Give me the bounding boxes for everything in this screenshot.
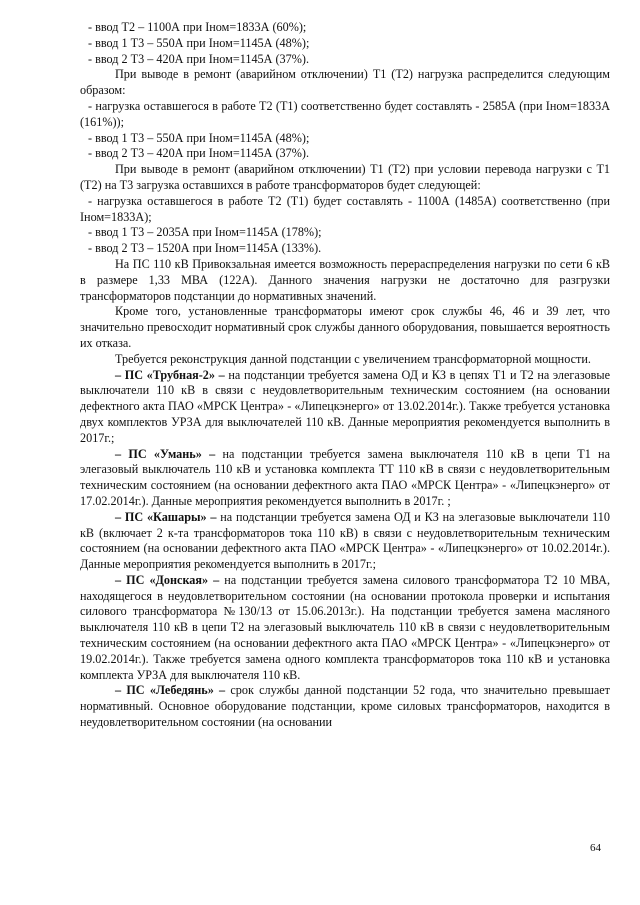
page-number: 64: [590, 842, 601, 854]
item-text: срок службы данной подстанции 52 года, что значительно превышает нормативный. Основное оборудование подстанции, кроме силовых трансформаторов, находится в неудовлетворительном состоянии (на основании: [80, 683, 610, 730]
paragraph: Требуется реконструкция данной подстанции с увеличением трансформаторной мощности.: [115, 351, 591, 366]
item-text: на подстанции требуется замена выключателя 110 кВ в цепи Т1 на элегазовый выключатель 110 кВ и установка комплекта ТТ 110 кВ в связи с неудовлетворительным техническим состоянием (на основании дефектного акта ПАО «МРСК Центра» - «Липецкэнерго» от 17.02.2014г.). Данные мероприятия рекомендуется выполнить в 2017г. ;: [80, 446, 610, 508]
item-text: на подстанции требуется замена ОД и КЗ в цепях Т1 и Т2 на элегазовые выключатели 110 кВ в связи с неудовлетворительным техническим состоянием (на основании дефектного акта ПАО «МРСК Центра» - «Липецкэнерго» от 13.02.2014г.). Также требуется установка двух комплектов УРЗА для выключателей 110 кВ. Данные мероприятия рекомендуется выполнить в 2017г.;: [80, 367, 611, 445]
list-line: - ввод 1 Т3 – 550А при Iном=1145А (48%);: [88, 130, 310, 145]
list-line: - нагрузка оставшегося в работе Т2 (Т1) соответственно будет составлять - 2585А (при Iном=1833А (161%));: [80, 98, 610, 129]
substation-item-uman: [80, 447, 610, 510]
list-line: - ввод 2 Т3 – 1520А при Iном=1145А (133%).: [88, 241, 322, 256]
paragraph: При выводе в ремонт (аварийном отключении) Т1 (Т2) при условии перевода нагрузки с Т1 (Т2) на Т3 загрузка оставшихся в работе трансформаторов будет следующей:: [80, 162, 610, 192]
paragraph: При выводе в ремонт (аварийном отключении) Т1 (Т2) нагрузка распределится следующим образом:: [80, 67, 610, 98]
list-line: - ввод 1 Т3 – 2035А при Iном=1145А (178%);: [88, 225, 322, 240]
item-text: на подстанции требуется замена силового трансформатора Т2 10 МВА, находящегося в неудовлетворительном состоянии (на основании протокола проверки и испытания силового трансформатора №130/13 от 15.06.2013г.). На подстанции требуется замена масляного выключателя 110 кВ в цепи Т2 на элегазовый выключатель 110 кВ в связи с неудовлетворительным техническим состоянием (на основании дефектного акта ПАО «МРСК Центра» - «Липецкэнерго» от 19.02.2014г.). Также требуется замена одного комплекта трансформаторов тока 110 кВ и установка комплекта УРЗА для выключателя 110 кВ.: [80, 572, 611, 682]
list-line: - ввод 1 Т3 – 550А при Iном=1145А (48%);: [88, 35, 310, 50]
list-line: - ввод 2 Т3 – 420А при Iном=1145А (37%).: [88, 146, 310, 161]
list-line: - ввод Т2 – 1100А при Iном=1833А (60%);: [88, 20, 307, 34]
substation-item-trubnaya: [80, 368, 610, 447]
paragraph: Кроме того, установленные трансформаторы имеют срок службы 46, 46 и 39 лет, что значительно превосходит нормативный срок службы данного оборудования, повышается вероятность их отказа.: [80, 304, 610, 350]
item-title: – ПС «Лебедянь» –: [115, 683, 226, 698]
item-title: – ПС «Кашары» –: [115, 509, 217, 524]
substation-item-donskaya: [80, 573, 610, 684]
item-title: – ПС «Донская» –: [115, 572, 220, 587]
list-line: - нагрузка оставшегося в работе Т2 (Т1) будет составлять - 1100А (1485А) соответственно (при Iном=1833А);: [80, 193, 610, 224]
paragraph: На ПС 110 кВ Привокзальная имеется возможность перераспределения нагрузки по сети 6 кВ в размере 1,33 МВА (122А). Данного значения нагрузки не достаточно для разгрузки трансформаторов подстанции до нормативных значений.: [80, 256, 610, 303]
list-line: - ввод 2 Т3 – 420А при Iном=1145А (37%).: [88, 51, 310, 66]
substation-item-lebedyan: [80, 683, 610, 730]
document-page: [80, 20, 610, 731]
item-text: на подстанции требуется замена ОД и КЗ на элегазовые выключатели 110 кВ (включает 2 к-та трансформаторов тока 110 кВ) в связи с неудовлетворительным техническим состоянием (на основании дефектного акта ПАО «МРСК Центра» - «Липецкэнерго» от 10.02.2014г.). Данные мероприятия рекомендуется выполнить в 2017г.;: [80, 509, 610, 572]
item-title: – ПС «Умань» –: [115, 446, 216, 461]
substation-item-kashary: [80, 510, 610, 573]
item-title: – ПС «Трубная-2» –: [115, 367, 225, 382]
